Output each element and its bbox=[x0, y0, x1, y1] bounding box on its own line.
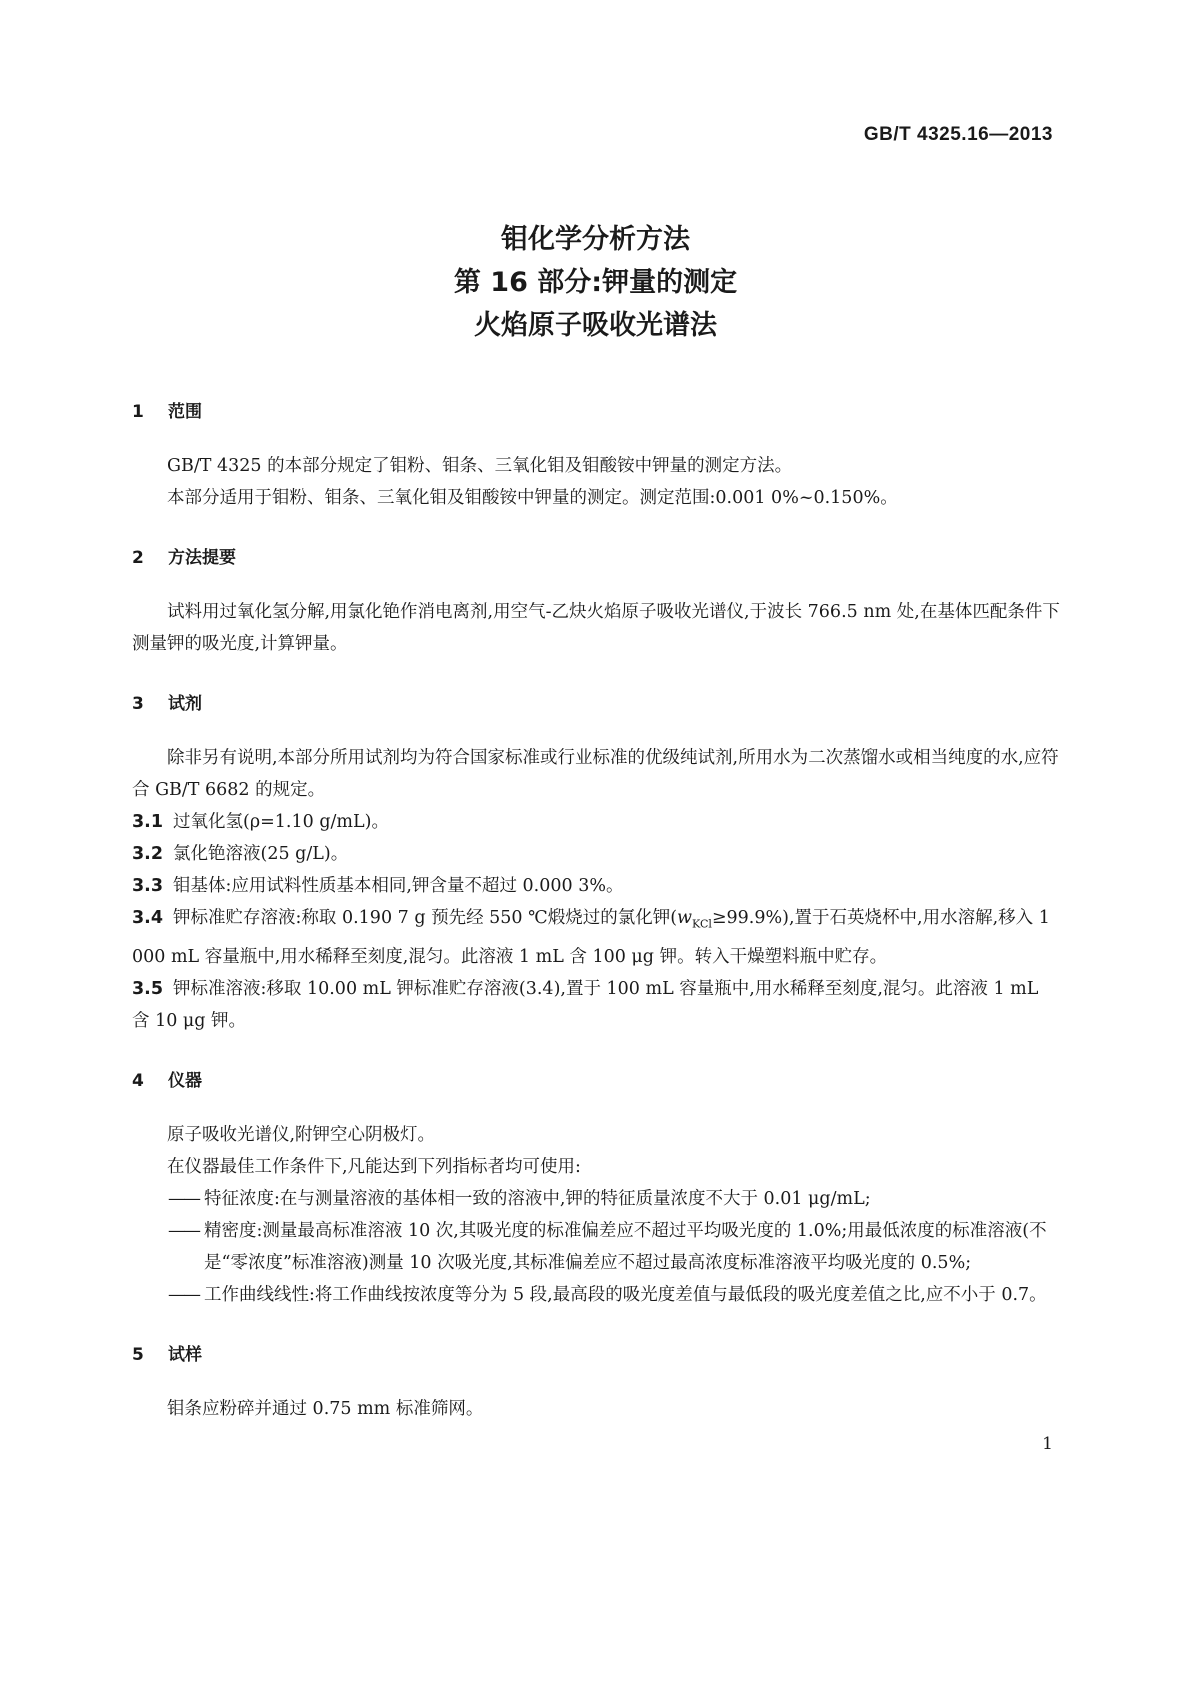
clause-3-4 bbox=[132, 902, 1060, 973]
mass-fraction-symbol: w bbox=[677, 908, 693, 928]
document-title bbox=[0, 218, 1191, 347]
section-number: 2 bbox=[132, 548, 144, 568]
section-title: 试样 bbox=[168, 1344, 202, 1365]
dash-item-3 bbox=[132, 1279, 1060, 1311]
section-4-paragraph-2: 在仪器最佳工作条件下,凡能达到下列指标者均可使用: bbox=[167, 1156, 581, 1177]
section-number: 3 bbox=[132, 694, 144, 714]
clause-number: 3.2 bbox=[132, 844, 164, 864]
clause-number: 3.1 bbox=[132, 812, 164, 832]
clause-3-5 bbox=[132, 973, 1060, 1037]
clause-text-a: 钾标准贮存溶液:称取 0.190 7 g 预先经 550 ℃煅烧过的氯化钾( bbox=[173, 908, 678, 928]
dash-item-text: 特征浓度:在与测量溶液的基体相一致的溶液中,钾的特征质量浓度不大于 0.01 μg/mL; bbox=[204, 1188, 871, 1209]
section-4-paragraph-1: 原子吸收光谱仪,附钾空心阴极灯。 bbox=[167, 1124, 436, 1145]
clause-number: 3.4 bbox=[132, 908, 164, 928]
section-2-paragraph-1: 试料用过氧化氢分解,用氯化铯作消电离剂,用空气-乙炔火焰原子吸收光谱仪,于波长 766.5 nm 处,在基体匹配条件下测量钾的吸光度,计算钾量。 bbox=[132, 602, 1060, 654]
section-title: 方法提要 bbox=[168, 548, 236, 568]
dash-item-text: 精密度:测量最高标准溶液 10 次,其吸光度的标准偏差应不超过平均吸光度的 1.0%;用最低浓度的标准溶液(不是“零浓度”标准溶液)测量 10 次吸光度,其标准偏差应不超过最高浓度标准溶液平均吸光度的 0.5%; bbox=[204, 1220, 1047, 1273]
title-line-3: 火焰原子吸收光谱法 bbox=[474, 310, 717, 341]
clause-3-3 bbox=[132, 870, 1060, 902]
section-number: 1 bbox=[132, 402, 144, 422]
clause-text: 钾标准溶液:移取 10.00 mL 钾标准贮存溶液(3.4),置于 100 mL 容量瓶中,用水稀释至刻度,混匀。此溶液 1 mL 含 10 μg 钾。 bbox=[132, 978, 1039, 1031]
clause-number: 3.3 bbox=[132, 876, 164, 896]
section-title: 范围 bbox=[168, 402, 202, 422]
dash-marker: —— bbox=[168, 1220, 199, 1241]
section-1-paragraph-2: 本部分适用于钼粉、钼条、三氧化钼及钼酸铵中钾量的测定。测定范围:0.001 0%~0.150%。 bbox=[167, 488, 898, 508]
document-body bbox=[132, 396, 1060, 1425]
section-title: 试剂 bbox=[168, 694, 202, 714]
section-4-heading bbox=[132, 1065, 1060, 1097]
clause-text-b: ≥99.9%),置于石英烧杯中,用水溶解,移入 1 000 mL 容量瓶中,用水稀释至刻度,混匀。此溶液 1 mL 含 100 μg 钾。转入干燥塑料瓶中贮存。 bbox=[132, 908, 1050, 967]
clause-text: 过氧化氢(ρ=1.10 g/mL)。 bbox=[173, 812, 389, 832]
section-3-heading bbox=[132, 688, 1060, 720]
section-1-heading bbox=[132, 396, 1060, 428]
clause-text: 钼基体:应用试料性质基本相同,钾含量不超过 0.000 3%。 bbox=[173, 876, 624, 896]
section-title: 仪器 bbox=[168, 1070, 202, 1091]
section-3-paragraph-1: 除非另有说明,本部分所用试剂均为符合国家标准或行业标准的优级纯试剂,所用水为二次蒸馏水或相当纯度的水,应符合 GB/T 6682 的规定。 bbox=[132, 748, 1059, 800]
clause-3-2 bbox=[132, 838, 1060, 870]
page-number: 1 bbox=[1042, 1434, 1053, 1454]
section-5-paragraph-1: 钼条应粉碎并通过 0.75 mm 标准筛网。 bbox=[167, 1398, 484, 1419]
clause-text: 氯化铯溶液(25 g/L)。 bbox=[173, 844, 349, 864]
clause-3-1 bbox=[132, 806, 1060, 838]
section-number: 5 bbox=[132, 1344, 144, 1365]
section-number: 4 bbox=[132, 1070, 144, 1091]
dash-marker: —— bbox=[168, 1188, 199, 1209]
dash-item-1 bbox=[132, 1183, 1060, 1215]
mass-fraction-subscript: KCl bbox=[692, 917, 712, 931]
section-2-heading bbox=[132, 542, 1060, 574]
section-1-paragraph-1: GB/T 4325 的本部分规定了钼粉、钼条、三氧化钼及钼酸铵中钾量的测定方法。 bbox=[167, 456, 793, 476]
clause-number: 3.5 bbox=[132, 978, 164, 999]
dash-marker: —— bbox=[168, 1284, 199, 1305]
dash-item-2 bbox=[132, 1215, 1060, 1279]
dash-item-text: 工作曲线线性:将工作曲线按浓度等分为 5 段,最高段的吸光度差值与最低段的吸光度差值之比,应不小于 0.7。 bbox=[204, 1284, 1047, 1305]
standard-code: GB/T 4325.16—2013 bbox=[863, 124, 1053, 145]
title-line-1: 钼化学分析方法 bbox=[501, 224, 690, 255]
section-5-heading bbox=[132, 1339, 1060, 1371]
title-line-2: 第 16 部分:钾量的测定 bbox=[453, 267, 738, 298]
